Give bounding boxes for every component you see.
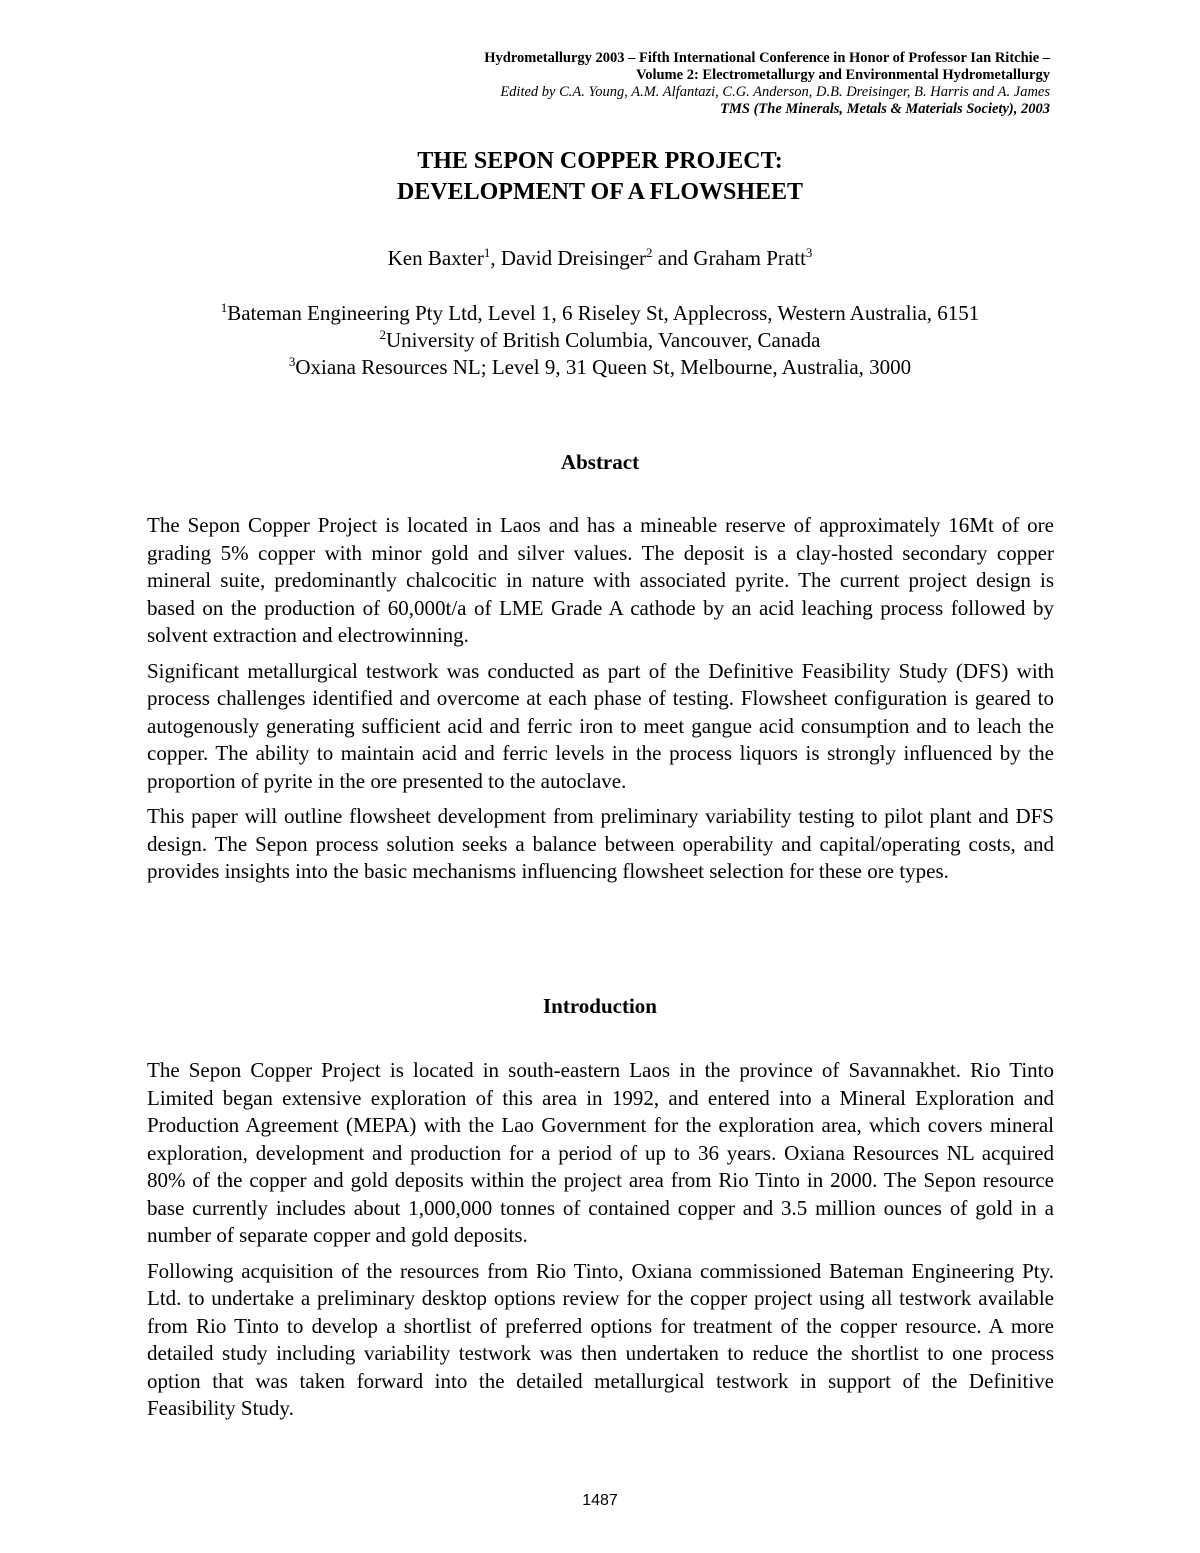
affiliation-line [0, 327, 1200, 354]
author-separator: and [652, 246, 694, 270]
affiliation-text: Bateman Engineering Pty Ltd, Level 1, 6 Riseley St, Applecross, Western Australia, 6151 [227, 301, 980, 325]
affiliation-text: University of British Columbia, Vancouver, Canada [386, 328, 821, 352]
introduction-paragraph: The Sepon Copper Project is located in south-eastern Laos in the province of Savannakhet. Rio Tinto Limited began extensive exploration of this area in 1992, and entered into a Mineral Exploration and Production Agreement (MEPA) with the Lao Government for the exploration area, which covers mineral exploration, development and production for a period of up to 36 years. Oxiana Resources NL acquired 80% of the copper and gold deposits within the project area from Rio Tinto in 2000. The Sepon resource base currently includes about 1,000,000 tonnes of contained copper and 3.5 million ounces of gold in a number of separate copper and gold deposits. [147, 1058, 1054, 1247]
author-separator: , [490, 246, 501, 270]
author-name: David Dreisinger [500, 246, 647, 270]
abstract-paragraph: This paper will outline flowsheet development from preliminary variability testing to pilot plant and DFS design. The Sepon process solution seeks a balance between operability and capital/operating costs, and provides insights into the basic mechanisms influencing flowsheet selection for these ore types. [147, 804, 1054, 883]
introduction-body [147, 1057, 1054, 1431]
affiliation-list [0, 300, 1200, 381]
author-name: Ken Baxter [387, 246, 484, 270]
author-affiliation-mark: 3 [805, 245, 813, 260]
affiliation-line [0, 354, 1200, 381]
header-conference-line: Hydrometallurgy 2003 – Fifth International Conference in Honor of Professor Ian Ritchie – [484, 50, 1050, 66]
abstract-heading: Abstract [560, 450, 640, 474]
abstract-paragraph: Significant metallurgical testwork was conducted as part of the Definitive Feasibility Study (DFS) with process challenges identified and overcome at each phase of testing. Flowsheet configuration is geared to autogenously generating sufficient acid and ferric iron to meet gangue acid consumption and to leach the copper. The ability to maintain acid and ferric levels in the process liquors is strongly influenced by the proportion of pyrite in the ore presented to the autoclave. [147, 658, 1054, 793]
introduction-paragraph: Following acquisition of the resources from Rio Tinto, Oxiana commissioned Bateman Engineering Pty. Ltd. to undertake a preliminary desktop options review for the copper project using all testwork available from Rio Tinto to develop a shortlist of preferred options for treatment of the copper resource. A more detailed study including variability testwork was then undertaken to reduce the shortlist to one process option that was taken forward into the detailed metallurgical testwork in support of the Definitive Feasibility Study. [147, 1258, 1054, 1420]
affiliation-mark: 2 [379, 327, 387, 342]
header-volume-line: Volume 2: Electrometallurgy and Environmental Hydrometallurgy [636, 67, 1050, 83]
author-list [0, 245, 1200, 272]
header-editors-line: Edited by C.A. Young, A.M. Alfantazi, C.G. Anderson, D.B. Dreisinger, B. Harris and A. James [500, 84, 1050, 100]
author-affiliation-mark: 1 [483, 245, 491, 260]
introduction-heading: Introduction [543, 994, 657, 1018]
header-publisher-line: TMS (The Minerals, Metals & Materials Society), 2003 [720, 101, 1050, 117]
abstract-paragraph: The Sepon Copper Project is located in Laos and has a mineable reserve of approximately 16Mt of ore grading 5% copper with minor gold and silver values. The deposit is a clay-hosted secondary copper mineral suite, predominantly chalcocitic in nature with associated pyrite. The current project design is based on the production of 60,000t/a of LME Grade A cathode by an acid leaching process followed by solvent extraction and electrowinning. [147, 513, 1054, 647]
author-affiliation-mark: 2 [646, 245, 653, 260]
abstract-body [147, 512, 1054, 894]
affiliation-mark: 3 [288, 354, 296, 369]
title-line-2: DEVELOPMENT OF A FLOWSHEET [396, 179, 804, 205]
author-name: Graham Pratt [693, 246, 806, 270]
affiliation-text: Oxiana Resources NL; Level 9, 31 Queen St, Melbourne, Australia, 3000 [295, 355, 912, 379]
conference-header [150, 50, 1050, 118]
page-number: 1487 [582, 1492, 618, 1509]
paper-title [0, 146, 1200, 208]
affiliation-mark: 1 [220, 300, 228, 315]
title-line-1: THE SEPON COPPER PROJECT: [417, 148, 783, 174]
affiliation-line [0, 300, 1200, 327]
